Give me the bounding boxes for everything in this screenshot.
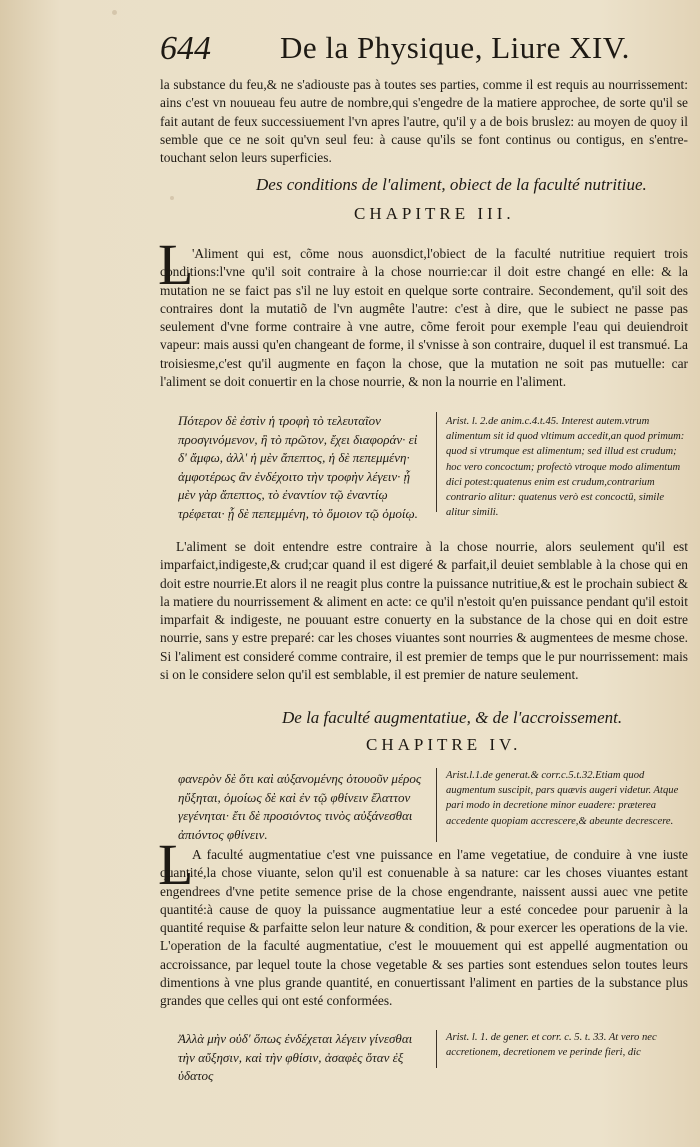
latin-citation: Arist.l.1.de generat.& corr.c.5.t.32.Etiam quod augmentum suscipit, pars quævis augeri videtur. Atque pari modo in decretione minor euadere: præterea accedente quopiam accrescere,& abeunte decrescere. [446,770,679,827]
running-title: De la Physique, Liure XIV. [280,30,630,65]
greek-quotation: φανερὸν δὲ ὅτι καὶ αὐξανομένης ὁτουοῦν μέρος ηὔξηται, ὁμοίως δὲ καὶ ἐν τῷ φθίνειν ἔλαττον γεγένηται· ἔτι δὲ προσιόντος τινὸς αὐξάνεσθαι ἀπιόντος φθίνειν. [178,771,422,842]
intro-paragraph: la substance du feu,& ne s'adiouste pas à toutes ses parties, comme il est requis au nourrissement: ains c'est vn nouueau feu autre de nombre,qui s'engedre de la matiere approchee, de sorte qu'il se fait autant de feux successiuement l'vn apres l'autre, qu'il y a de bois bruslez: au moyen de quoy il semble que ce ne soit qu'vn seul feu: à cause qu'ils se font continus ou contigus, en s'entre-touchant selon leurs superficies. [160,77,688,166]
column-divider [436,1030,437,1068]
running-header [160,30,630,70]
drop-cap: L [158,832,194,897]
chapter-title: CHAPITRE IV. [366,735,522,754]
page-number: 644 [160,30,211,67]
body-paragraph: A faculté augmentatiue c'est vne puissance en l'ame vegetatiue, de conduire à vne iuste quantité,la chose viuante, selon qu'il est conuenable à sa nature: car les choses viuantes estant engendrees d'vne petite semence prise de la chose engendrante, naissent aussi auec vne petite quantité:à cause de quoy la puissance augmentatiue leur a esté concedee pour paruenir à la quantité requise & parfaitte selon leur nature & condition, & pour exercer les operations de la vie. L'operation de la faculté augmentatiue, c'est le mouuement qui est appellé augmentation ou accroissance, par lequel toute la chose vegetable & ses parties sont estendues selon toutes leurs dimentions à vne plus grande quantité, en conuertissant l'aliment en parties de la substance plus grandes que celles qui ont esté conformées. [160,847,688,1009]
greek-quotation: Πότερον δὲ ἐστὶν ἡ τροφὴ τὸ τελευταῖον προσγινόμενον, ἢ τὸ πρῶτον, ἔχει διαφοράν· εἰ δ' ἄμφω, ἀλλ' ἡ μὲν ἄπεπτος, ἡ δὲ πεπεμμένη· ἀμφοτέρως ἂν ἐνδέχοιτο τὴν τροφὴν λέγειν· ᾗ μὲν γὰρ ἄπεπτος, τὸ ἐναντίον τῷ ἐναντίῳ τρέφεται· ᾗ δὲ πεπεμμένη, τὸ ὅμοιον τῷ ὁμοίῳ. [178,413,418,521]
latin-citation: Arist. l. 1. de gener. et corr. c. 5. t. 33. At vero nec accretionem, decretionem ve perinde fieri, dic [446,1032,657,1059]
column-divider [436,412,437,512]
latin-citation: Arist. l. 2.de anim.c.4.t.45. Interest autem.vtrum alimentum sit id quod vltimum accedit,an quod primum: quod si vtrumque est alimentum; sed illud est crudum; hoc vero concoctum; profectò vtroque modo alimentum dici potest:quatenus enim est crudum,contrarium contrario alitur: quatenus verò est concoctū, simile alitur simili. [446,416,685,519]
ink-spot [112,10,117,15]
greek-quotation: Ἀλλὰ μὴν οὐδ' ὅπως ἐνδέχεται λέγειν γίνεσθαι τὴν αὔξησιν, καὶ τὴν φθίσιν, ἀσαφὲς ὅταν ἐξ ὑδατος [178,1031,413,1083]
body-paragraph: L'aliment se doit entendre estre contraire à la chose nourrie, alors seulement qu'il est imparfaict,indigeste,& crud;car quand il est digeré & parfait,il deuiet semblable à la chose qui en doit estre nourrie.Et alors il ne reagit plus contre la puissance nutritiue,& est le prochain subiect & la matiere du nourrissement & aliment en acte: ce qu'il n'estoit qu'en puissance pendant qu'il estoit imparfait & indigeste, ne pouuant estre conuerty en la substance de la chose qui en doit estre nourrie, sans y estre preparé: car les choses viuantes sont nourries & augmentees de mesme chose. Si l'aliment est consideré comme contraire, il est premier de temps que le pur nourrissement: mais si on le considere selon qu'il est semblable, il est premier de nature seulement. [160,539,688,683]
ink-spot [170,196,174,200]
column-divider [436,768,437,842]
section-heading: De la faculté augmentatiue, & de l'accroissement. [282,708,623,727]
chapter-title: CHAPITRE III. [354,204,515,223]
section-heading: Des conditions de l'aliment, obiect de la faculté nutritiue. [256,175,647,194]
body-paragraph: 'Aliment qui est, cõme nous auonsdict,l'obiect de la faculté nutritiue requiert trois conditions:l'vne qu'il soit contraire à la chose nourrie:car il doit estre changé en elle: & la mutation ne se faict pas s'il ne luy estoit en quelque sorte contraire. Secondement, qu'il soit des contraires dont la mutatiõ de l'vn augmête l'autre: c'est à dire, que le subiect ne passe pas seulement d'vne forme contraire à vne autre, cõme feroit pour exemple l'eau qui deuiendroit vapeur: mais aussi qu'en changeant de forme, il s'vnisse à son contraire, duquel il est transmué. La troisiesme,c'est qu'il augmente en façon la chose, que la mutation ne soit pas mutuelle: car l'aliment se doit conuertir en la chose nourrie, & non la nourrie en l'aliment. [160,246,688,390]
drop-cap: L [158,232,194,297]
